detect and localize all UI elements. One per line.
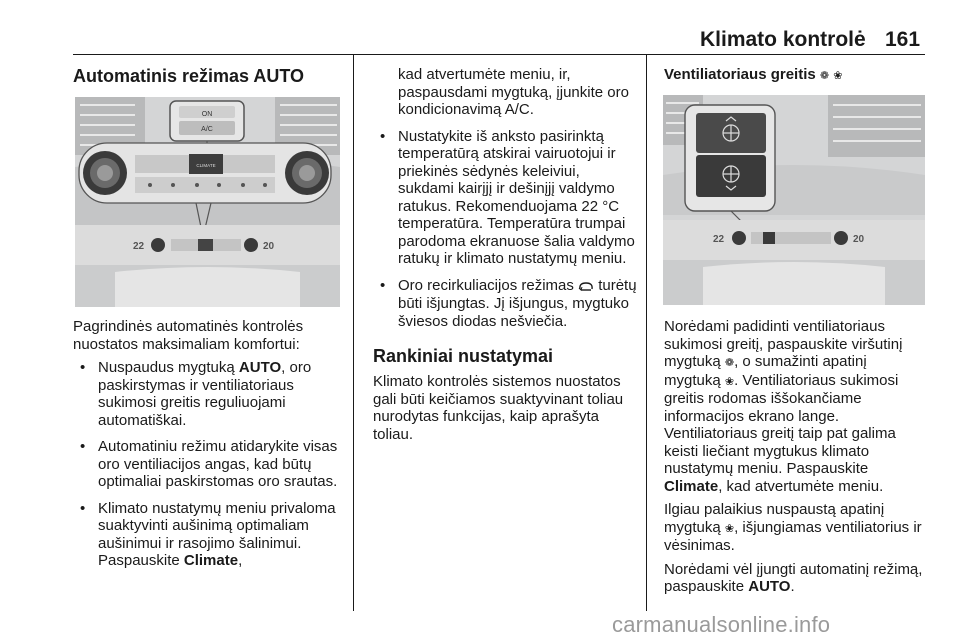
figure-fan-controls — [663, 95, 925, 305]
bullet-temperature-text: Nustatykite iš anksto pasirinktą temperatūrą atskirai vairuotojui ir priekinės sėdynės keleiviui, sukdami kairįjį ir dešinįjį valdymo ratukus. Rekomenduojama 22 °C temperatūra. Temperatūra trumpai parodoma ekranuose šalia valdymo ratukų ir klimato nustatymų meniu. — [398, 127, 635, 267]
section-heading-manual: Rankiniai nustatymai — [373, 346, 554, 366]
climate-button-label: CLIMATE — [196, 163, 216, 168]
bullet-dot: • — [80, 438, 86, 455]
fan-speed-down-icon: ❀ — [833, 69, 843, 82]
section-heading-auto: Automatinis režimas AUTO — [73, 66, 305, 86]
bullet-auto — [73, 359, 345, 429]
header-rule — [73, 54, 925, 55]
intro-paragraph: Pagrindinės automatinės kontrolės nuostatos maksimaliam komfortui: — [73, 318, 304, 353]
fan-paragraph-3 — [664, 501, 926, 555]
bullet-vents — [73, 438, 345, 491]
bullet-recirc-pre: Oro recirkuliacijos režimas — [398, 276, 579, 294]
ac-button-label: A/C — [201, 126, 213, 133]
column-1 — [73, 66, 345, 87]
fan-speed-up-icon: ❁ — [819, 69, 830, 82]
bullet-auto-post: , oro paskirstymas ir ventiliatoriaus sukimosi greitis reguliuojami automatiškai. — [98, 359, 312, 429]
figure-temp-right: 20 — [263, 241, 275, 252]
bullet-dot: • — [380, 127, 386, 145]
fan-p1b: , o sumažinti apatinį mygtuką — [664, 353, 867, 389]
bullet-recirc-post: turėtų būti išjungtas. Jį išjungus, mygtuko šviesos diodas nešviečia. — [398, 276, 637, 330]
figure-temp-left: 22 — [133, 241, 145, 252]
climate-keyword: Climate — [664, 477, 719, 495]
figure-auto-controls — [75, 97, 340, 307]
column-3-body — [664, 318, 926, 596]
section-heading-fan — [664, 66, 926, 85]
column-divider-1 — [353, 55, 354, 611]
fan-p3b: , išjungiamas ventiliatorius ir vėsinimas. — [664, 518, 922, 554]
fan-p4a: Norėdami vėl įjungti automatinį režimą, paspauskite — [664, 560, 923, 595]
figure2-temp-left: 22 — [713, 234, 725, 245]
fan-p1c: . Ventiliatoriaus sukimosi greitis rodomas iššokančiame informacijos ekrano lange. — [664, 371, 899, 425]
auto-keyword: AUTO — [748, 578, 791, 595]
bullet-vents-text: Automatiniu režimu atidarykite visas oro ventiliacijos angas, kad būtų optimaliai paskirstomas oro srautas. — [98, 438, 338, 490]
fan-heading-text: Ventiliatoriaus greitis — [664, 66, 816, 83]
fan-paragraph-1 — [664, 318, 926, 425]
fan-speed-down-icon: ❀ — [724, 374, 735, 388]
bullet-dot: • — [80, 499, 86, 517]
bullet-cooling — [73, 500, 345, 570]
watermark: carmanualsonline.info — [612, 612, 831, 637]
fan-paragraph-4 — [664, 561, 926, 596]
fan-speed-down-icon: ❀ — [724, 521, 735, 535]
page-number: 161 — [885, 28, 921, 51]
fan-paragraph-2 — [664, 425, 926, 495]
column-3 — [664, 66, 926, 85]
bullet-cooling-post: , — [238, 552, 243, 569]
fan-p3a: Ilgiau palaikius nuspaustą apatinį mygtuką — [664, 501, 885, 536]
on-button-label: ON — [201, 111, 213, 118]
climate-keyword: Climate — [183, 552, 239, 569]
fan-p2b: , kad atvertumėte meniu. — [718, 477, 884, 495]
bullet-dot: • — [380, 276, 386, 294]
fan-p2a: Ventiliatoriaus greitį taip pat galima keisti liečiant mygtukus klimato nustatymų meniu. Paspauskite — [664, 425, 896, 477]
column-1-body — [73, 318, 345, 570]
column-divider-2 — [646, 55, 647, 611]
fan-p4b: . — [790, 578, 795, 595]
manual-paragraph: Klimato kontrolės sistemos nuostatos gali būti keičiamos suaktyvinant toliau nurodytas funkcijas, kaip aprašyta toliau. — [373, 373, 624, 443]
figure2-temp-right: 20 — [853, 234, 865, 245]
bullet-dot: • — [80, 359, 86, 376]
fan-speed-up-icon: ❁ — [724, 356, 735, 369]
bullet-temperature — [373, 128, 638, 268]
continuation-text: kad atvertumėte meniu, ir, paspausdami mygtuką, įjunkite oro kondicionavimą A/C. — [398, 66, 629, 118]
recirculation-icon — [578, 280, 594, 293]
bullet-auto-pre: Nuspaudus mygtuką — [98, 359, 239, 376]
header-title: Klimato kontrolė — [700, 28, 866, 51]
bullet-cooling-pre: Klimato nustatymų meniu privaloma suaktyvinti aušinimą optimaliam aušinimui ir rasojimo šalinimui. Paspauskite — [98, 499, 336, 569]
column-2 — [373, 66, 638, 443]
auto-keyword: AUTO — [238, 359, 282, 376]
bullet-continuation — [373, 66, 638, 119]
fan-p1a: Norėdami padidinti ventiliatoriaus sukimosi greitį, paspauskite viršutinį mygtuką — [664, 318, 903, 370]
bullet-recirculation — [373, 277, 638, 331]
